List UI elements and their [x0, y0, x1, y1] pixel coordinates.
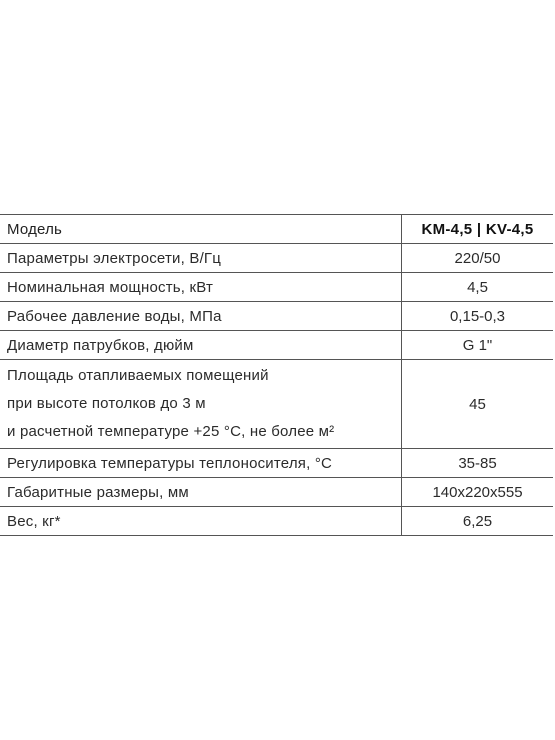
row-label: Габаритные размеры, мм — [0, 478, 402, 506]
row-label: Вес, кг* — [0, 507, 402, 535]
row-label-line: при высоте потолков до 3 м — [7, 395, 206, 412]
row-label: Параметры электросети, В/Гц — [0, 244, 402, 272]
row-value: 220/50 — [454, 249, 501, 267]
table-row — [0, 449, 553, 478]
row-label-multiline — [0, 360, 402, 448]
row-label-line: Площадь отапливаемых помещений — [7, 367, 269, 384]
table-header-row — [0, 215, 553, 244]
table-row — [0, 360, 553, 449]
row-label: Диаметр патрубков, дюйм — [0, 331, 402, 359]
row-value: 6,25 — [462, 512, 493, 530]
table-row — [0, 244, 553, 273]
row-label-line: и расчетной температуре +25 °С, не более м² — [7, 423, 335, 440]
table-row — [0, 331, 553, 360]
row-value: 45 — [469, 395, 486, 413]
table-row — [0, 478, 553, 507]
row-value: 4,5 — [467, 278, 488, 296]
row-label: Рабочее давление воды, МПа — [0, 302, 402, 330]
table-row — [0, 302, 553, 331]
spec-table — [0, 214, 553, 536]
header-name-cell: Модель — [0, 215, 402, 243]
row-value: 0,15-0,3 — [449, 307, 506, 325]
header-model-cell: KM-4,5 | KV-4,5 — [421, 220, 534, 238]
row-value: 35-85 — [458, 454, 497, 472]
row-value: G 1" — [462, 336, 493, 354]
row-label: Регулировка температуры теплоносителя, °С — [0, 449, 402, 477]
row-label: Номинальная мощность, кВт — [0, 273, 402, 301]
table-row — [0, 273, 553, 302]
row-value: 140x220x555 — [432, 483, 523, 501]
table-row — [0, 507, 553, 536]
